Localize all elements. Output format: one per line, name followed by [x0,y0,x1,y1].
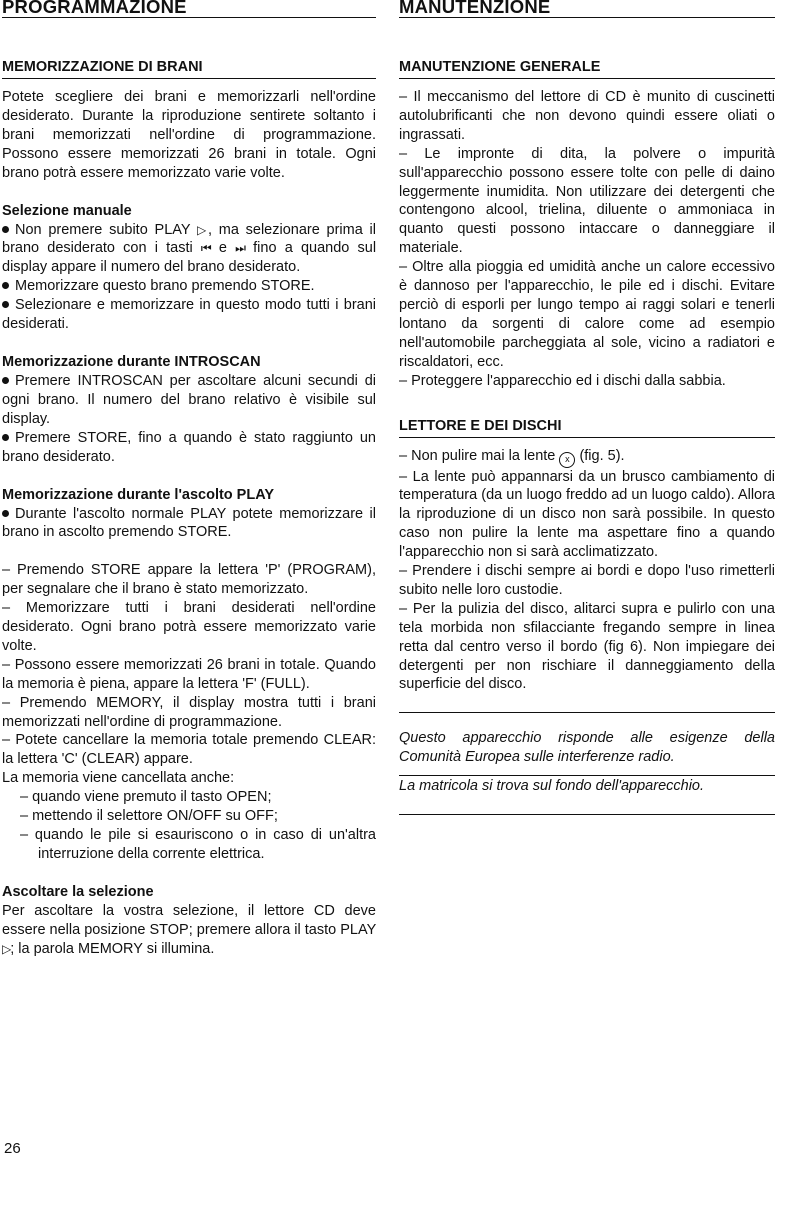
bullet-icon [2,434,9,441]
dash-item: – Memorizzare tutti i brani desiderati nell'ordine desiderato. Ogni brano potrà essere memorizzato varie volte. [2,600,376,654]
bullet-icon [2,282,9,289]
disc-item: – Per la pulizia del disco, alitarci supra e pulirlo con una tela morbida non sfilacciante fregando sempre in linea retta dal centro verso il bordo (fig 6). Non impiegare dei detergenti per non rischiare il danneggiamento della superficie del disco. [399,600,775,693]
page-number: 26 [4,1140,21,1157]
cancel-item: – quando viene premuto il tasto OPEN; [20,789,272,806]
ce-compliance-note: Questo apparecchio risponde alle esigenze della Comunità Europea sulle interferenze radio. [399,730,775,766]
manual-bullet-1: Non premere subito PLAY ▷, ma selezionare prima il brano desiderato con i tasti ⏮ e ⏭ fino a quando sul display appare il numero del brano desiderato. [2,221,377,276]
next-track-icon: ⏭ [235,241,245,256]
introscan-bullet-1: Premere INTROSCAN per ascoltare alcuni secundi di ogni brano. Il numero del brano relativo è visibile sul display. [2,372,376,427]
introscan-heading: Memorizzazione durante INTROSCAN [2,353,261,370]
play-icon: ▷ [2,941,11,956]
play-bullet-1: Durante l'ascolto normale PLAY potete memorizzare il brano in ascolto premendo STORE. [2,505,376,541]
divider [399,814,775,815]
maintenance-item: – Oltre alla pioggia ed umidità anche un calore eccessivo è dannoso per l'apparecchio, le pile ed i dischi. Evitare perciò di esporli per lungo tempo ai raggi solari e tenerli lontano da sorgenti di calore come ad esempio nell'automobile parcheggiata al sole, vicino a radiatori e riscaldatori, ecc. [399,259,775,370]
discs-heading: LETTORE E DEI DISCHI [399,417,775,438]
general-maintenance-heading: MANUTENZIONE GENERALE [399,58,775,79]
bullet-icon [2,377,9,384]
dash-item: – Possono essere memorizzati 26 brani in totale. Quando la memoria è piena, appare la lettera 'F' (FULL). [2,656,376,692]
cancel-item: – quando le pile si esauriscono o in caso di un'altra interruzione della corrente elettrica. [20,827,376,862]
lens-item: – Non pulire mai la lente x (fig. 5). [399,447,775,468]
intro-paragraph: Potete scegliere dei brani e memorizzarli nell'ordine desiderato. Durante la riproduzione sentirete soltanto i brani memorizzati nell'ordine di programmazione. Possono essere memorizzati 26 brani in totale. Ogni brano potrà essere memorizzato varie volte. [2,89,376,181]
programmazione-title: PROGRAMMAZIONE [2,0,376,18]
maintenance-item: – Il meccanismo del lettore di CD è munito di cuscinetti autolubrificanti che non devono quindi essere oliati o ingrassati. [399,89,775,143]
dash-item: – Potete cancellare la memoria totale premendo CLEAR: la lettera 'C' (CLEAR) appare. [2,732,376,768]
manual-bullet-2: Memorizzare questo brano premendo STORE. [2,277,376,296]
lens-x-icon: x [559,452,575,468]
maintenance-item: – Le impronte di dita, la polvere o impurità sull'apparecchio possono essere tolte con pelle di daino leggermente inumidita. Non utilizzare dei detergenti che contengono alcool, trielina, diluente o ammoniaca in quanto questi possono intaccare o danneggiare il materiale. [399,145,775,257]
serial-number-note: La matricola si trova sul fondo dell'apparecchio. [399,778,705,795]
right-column [399,0,775,815]
memorizzazione-heading: MEMORIZZAZIONE DI BRANI [2,58,376,79]
play-icon: ▷ [197,222,208,237]
dash-item: – Premendo MEMORY, il display mostra tutti i brani memorizzati nell'ordine di programmazione. [2,694,376,730]
bullet-icon [2,510,9,517]
manual-heading: Selezione manuale [2,202,132,219]
maintenance-item: – Proteggere l'apparecchio ed i dischi dalla sabbia. [399,372,726,389]
listen-paragraph: Per ascoltare la vostra selezione, il lettore CD deve essere nella posizione STOP; premere allora il tasto PLAY ▷; la parola MEMORY si illumina. [2,902,376,957]
listen-heading: Ascoltare la selezione [2,883,154,900]
bullet-icon [2,226,9,233]
divider [399,775,775,776]
bullet-icon [2,301,9,308]
play-heading: Memorizzazione durante l'ascolto PLAY [2,486,275,503]
cancel-item: – mettendo il selettore ON/OFF su OFF; [20,808,278,825]
manual-bullet-3: Selezionare e memorizzare in questo modo tutti i brani desiderati. [2,297,376,333]
disc-item: – La lente può appannarsi da un brusco cambiamento di temperatura (da un luogo freddo ad un luogo caldo). Allora la riproduzione di un disco non sarà possibile. In questo caso non pulire la lente ma aspettare fino a quando l'apparecchio non si sarà acclimatizzato. [399,468,775,561]
previous-track-icon: ⏮ [200,241,211,256]
manutenzione-title: MANUTENZIONE [399,0,775,18]
left-column [2,0,376,959]
disc-item: – Prendere i dischi sempre ai bordi e dopo l'uso rimetterli subito nelle loro custodie. [399,563,775,598]
cancel-intro: La memoria viene cancellata anche: [2,770,235,787]
introscan-bullet-2: Premere STORE, fino a quando è stato raggiunto un brano desiderato. [2,429,376,465]
dash-item: – Premendo STORE appare la lettera 'P' (PROGRAM), per segnalare che il brano è stato memorizzato. [2,562,376,598]
